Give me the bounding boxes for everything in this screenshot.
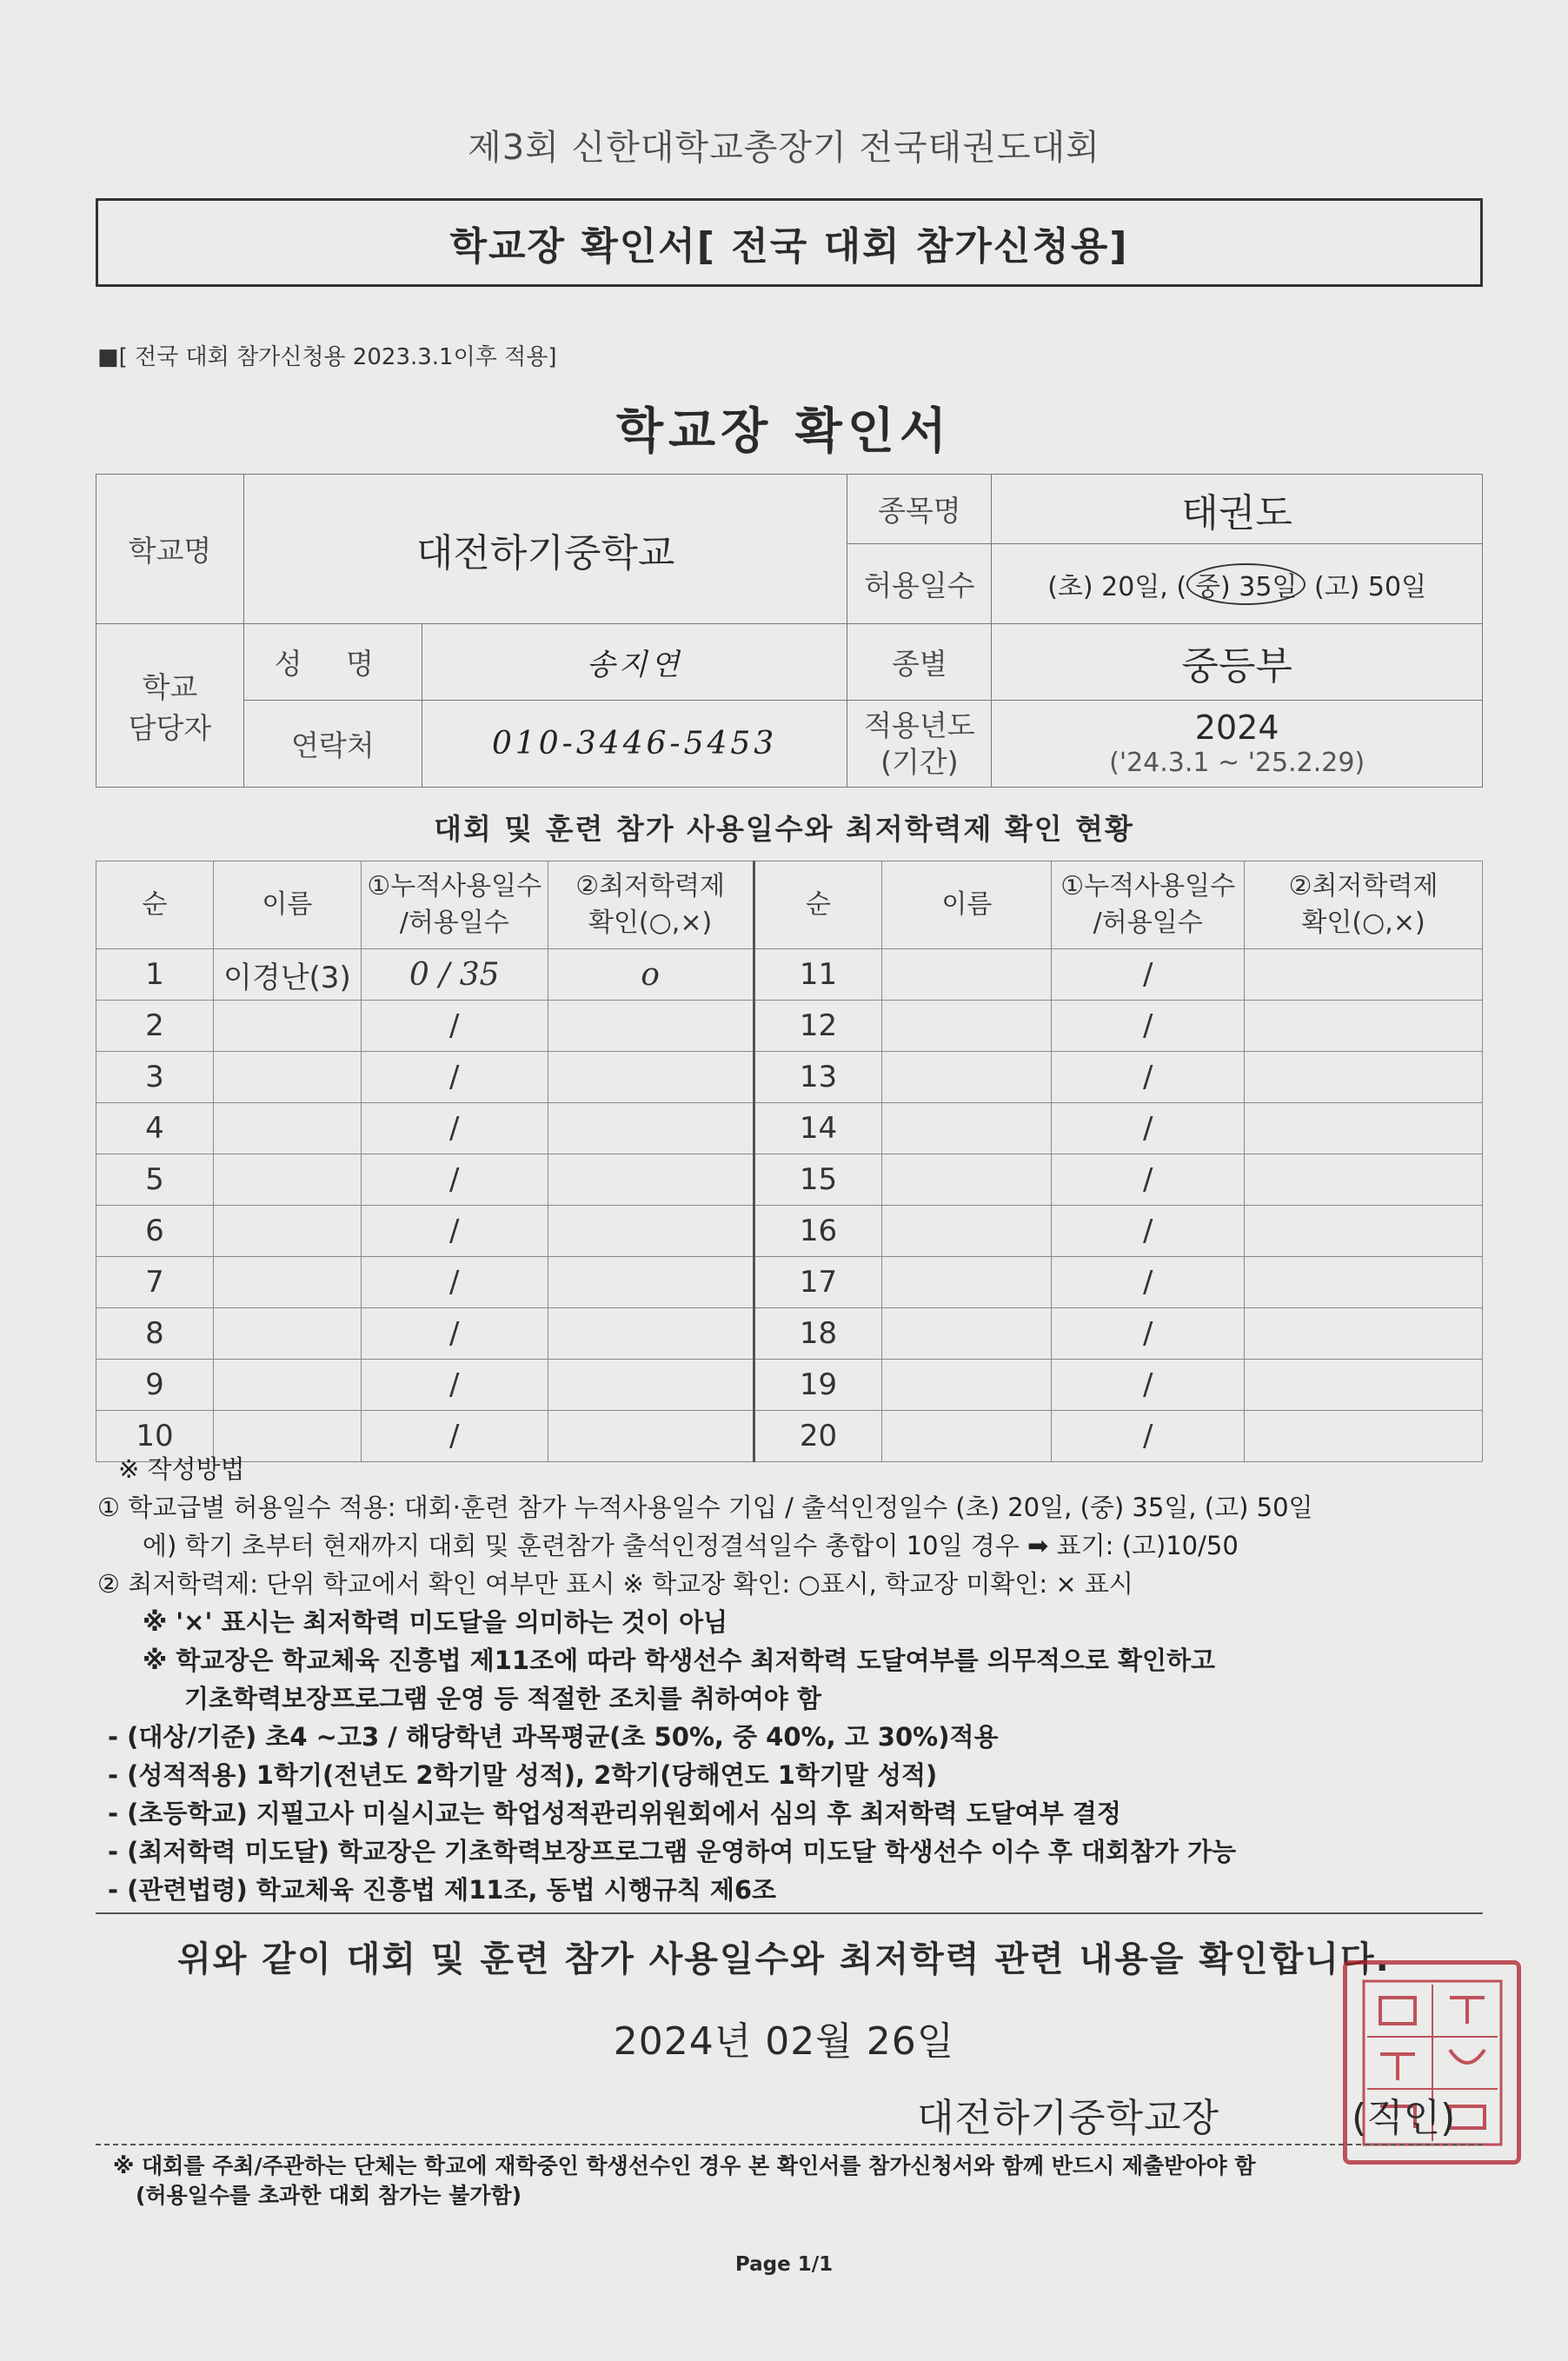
header-name-right: 이름 bbox=[882, 861, 1052, 949]
row-name-right bbox=[882, 1308, 1052, 1360]
row-number: 1 bbox=[96, 949, 214, 1001]
table-row bbox=[96, 1154, 1483, 1206]
divider-top bbox=[96, 1912, 1483, 1914]
row-name bbox=[213, 1257, 361, 1308]
row-name bbox=[213, 1206, 361, 1257]
header-days bbox=[361, 861, 548, 949]
contact-label: 연락처 bbox=[243, 701, 422, 788]
row-name bbox=[213, 1360, 361, 1411]
table-row bbox=[96, 1103, 1483, 1154]
row-days-right: / bbox=[1052, 1052, 1245, 1103]
row-number: 2 bbox=[96, 1001, 214, 1052]
row-academic bbox=[548, 1360, 754, 1411]
page-number: Page 1/1 bbox=[734, 2253, 834, 2276]
instruction-line: - (대상/기준) 초4 ~고3 / 해당학년 과목평균(초 50%, 중 40%, 고 30%)적용 bbox=[108, 1722, 999, 1752]
event-name: 태권도 bbox=[992, 475, 1483, 544]
allowed-days-label: 허용일수 bbox=[847, 544, 992, 624]
row-academic bbox=[548, 1154, 754, 1206]
row-number: 9 bbox=[96, 1360, 214, 1411]
row-name-right bbox=[882, 1103, 1052, 1154]
table-row bbox=[96, 1206, 1483, 1257]
row-number-right: 19 bbox=[754, 1360, 882, 1411]
row-academic bbox=[548, 1001, 754, 1052]
row-days: / bbox=[361, 1154, 548, 1206]
instruction-line: ※ '×' 표시는 최저학력 미도달을 의미하는 것이 아님 bbox=[143, 1607, 728, 1637]
row-academic: o bbox=[548, 949, 754, 1001]
instruction-line: ※ 작성방법 bbox=[118, 1454, 245, 1484]
staff-label-line2: 담당자 bbox=[128, 710, 212, 745]
row-days: / bbox=[361, 1257, 548, 1308]
row-name-right bbox=[882, 1001, 1052, 1052]
header-acad-line1: ②최저학력제 bbox=[575, 871, 725, 901]
row-name-right bbox=[882, 1360, 1052, 1411]
row-number-right: 13 bbox=[754, 1052, 882, 1103]
instruction-line: - (성적적용) 1학기(전년도 2학기말 성적), 2학기(당해연도 1학기말 성적) bbox=[108, 1760, 938, 1790]
row-academic-right bbox=[1245, 1103, 1483, 1154]
instruction-line: - (최저학력 미도달) 학교장은 기초학력보장프로그램 운영하여 미도달 학생선수 이수 후 대회참가 가능 bbox=[108, 1837, 1237, 1866]
row-days: / bbox=[361, 1360, 548, 1411]
row-academic bbox=[548, 1052, 754, 1103]
row-name bbox=[213, 1001, 361, 1052]
name-label: 성 명 bbox=[243, 624, 422, 701]
staff-label bbox=[96, 624, 244, 788]
year-label bbox=[847, 701, 992, 788]
school-name: 대전하기중학교 bbox=[243, 475, 847, 624]
row-days-right: / bbox=[1052, 1103, 1245, 1154]
row-days: 0 / 35 bbox=[361, 949, 548, 1001]
division-value: 중등부 bbox=[992, 624, 1483, 701]
row-days-right: / bbox=[1052, 1001, 1245, 1052]
row-number-right: 18 bbox=[754, 1308, 882, 1360]
confirmation-statement: 위와 같이 대회 및 훈련 참가 사용일수와 최저학력 관련 내용을 확인합니다. bbox=[177, 1939, 1391, 1979]
row-days: / bbox=[361, 1052, 548, 1103]
header-days-line1: ①누적사용일수 bbox=[367, 871, 542, 901]
row-number-right: 16 bbox=[754, 1206, 882, 1257]
table-row bbox=[96, 1308, 1483, 1360]
row-name-right bbox=[882, 949, 1052, 1001]
event-title: 제3회 신한대학교총장기 전국태권도대회 bbox=[468, 128, 1100, 168]
row-days: / bbox=[361, 1001, 548, 1052]
instruction-line: ※ 학교장은 학교체육 진흥법 제11조에 따라 학생선수 최저학력 도달여부를 의무적으로 확인하고 bbox=[143, 1646, 1216, 1675]
row-name bbox=[213, 1052, 361, 1103]
staff-label-line1: 학교 bbox=[142, 669, 198, 704]
header-acad-line2: 확인(○,×) bbox=[588, 908, 713, 938]
row-academic-right bbox=[1245, 1257, 1483, 1308]
school-label: 학교명 bbox=[96, 475, 244, 624]
contact-value: 010-3446-5453 bbox=[422, 701, 847, 788]
row-days-right: / bbox=[1052, 1154, 1245, 1206]
footer-note bbox=[113, 2152, 1504, 2211]
header-no-right: 순 bbox=[754, 861, 882, 949]
allowed-days-post: (고) 50일 bbox=[1306, 571, 1427, 602]
footer-note-line1: ※ 대회를 주최/주관하는 단체는 학교에 재학중인 학생선수인 경우 본 확인서를 참가신청서와 함께 반드시 제출받아야 함 bbox=[113, 2153, 1256, 2178]
row-days-right: / bbox=[1052, 1206, 1245, 1257]
row-number: 3 bbox=[96, 1052, 214, 1103]
row-days-right: / bbox=[1052, 1360, 1245, 1411]
status-table-body bbox=[96, 949, 1483, 1462]
row-academic-right bbox=[1245, 949, 1483, 1001]
row-name-right bbox=[882, 1206, 1052, 1257]
instruction-line: - (관련법령) 학교체육 진흥법 제11조, 동법 시행규칙 제6조 bbox=[108, 1875, 777, 1905]
header-days-line2: /허용일수 bbox=[399, 908, 509, 938]
row-number: 6 bbox=[96, 1206, 214, 1257]
status-table-header bbox=[96, 861, 1483, 949]
header-days-right-line2: /허용일수 bbox=[1093, 908, 1203, 938]
form-title-box bbox=[96, 198, 1483, 287]
row-academic bbox=[548, 1308, 754, 1360]
header-days-right-line1: ①누적사용일수 bbox=[1060, 871, 1236, 901]
header-name: 이름 bbox=[213, 861, 361, 949]
applicability-note: ■[ 전국 대회 참가신청용 2023.3.1이후 적용] bbox=[97, 344, 557, 370]
row-days-right: / bbox=[1052, 1308, 1245, 1360]
instructions bbox=[97, 1450, 1488, 1909]
year-label-line2: (기간) bbox=[880, 744, 959, 779]
row-number: 8 bbox=[96, 1308, 214, 1360]
row-name-right bbox=[882, 1257, 1052, 1308]
row-number: 10 bbox=[96, 1411, 214, 1462]
status-table bbox=[96, 861, 1483, 1462]
row-days-right: / bbox=[1052, 949, 1245, 1001]
row-number-right: 14 bbox=[754, 1103, 882, 1154]
instruction-line: 기초학력보장프로그램 운영 등 적절한 조치를 취하여야 함 bbox=[184, 1684, 821, 1713]
row-academic-right bbox=[1245, 1360, 1483, 1411]
year-label-line1: 적용년도 bbox=[864, 708, 975, 743]
header-acad-right-line2: 확인(○,×) bbox=[1301, 908, 1425, 938]
header-academic-right bbox=[1245, 861, 1483, 949]
row-academic-right bbox=[1245, 1206, 1483, 1257]
issue-date: 2024년 02월 26일 bbox=[613, 2019, 955, 2064]
principal-name: 대전하기중학교장 bbox=[917, 2096, 1220, 2140]
divider-bottom bbox=[96, 2144, 1483, 2145]
row-number-right: 15 bbox=[754, 1154, 882, 1206]
row-number: 5 bbox=[96, 1154, 214, 1206]
row-academic bbox=[548, 1103, 754, 1154]
header-acad-right-line1: ②최저학력제 bbox=[1288, 871, 1438, 901]
row-number: 4 bbox=[96, 1103, 214, 1154]
row-academic bbox=[548, 1206, 754, 1257]
year-cell bbox=[992, 701, 1483, 788]
table-row bbox=[96, 1257, 1483, 1308]
seal-mark-label: (직인) bbox=[1352, 2096, 1456, 2140]
allowed-days-pre: (초) 20일, ( bbox=[1047, 571, 1187, 602]
division-label: 종별 bbox=[847, 624, 992, 701]
row-academic-right bbox=[1245, 1001, 1483, 1052]
header-no: 순 bbox=[96, 861, 214, 949]
row-days: / bbox=[361, 1103, 548, 1154]
row-days-right: / bbox=[1052, 1257, 1245, 1308]
header-academic bbox=[548, 861, 754, 949]
table-row bbox=[96, 1001, 1483, 1052]
row-academic-right bbox=[1245, 1052, 1483, 1103]
staff-name: 송지연 bbox=[422, 624, 847, 701]
row-name: 이경난(3) bbox=[213, 949, 361, 1001]
row-number-right: 17 bbox=[754, 1257, 882, 1308]
row-name bbox=[213, 1154, 361, 1206]
instruction-line: ① 학교급별 허용일수 적용: 대회·훈련 참가 누적사용일수 기입 / 출석인정일수 (초) 20일, (중) 35일, (고) 50일 bbox=[97, 1493, 1313, 1522]
row-days: / bbox=[361, 1206, 548, 1257]
instruction-line: ② 최저학력제: 단위 학교에서 확인 여부만 표시 ※ 학교장 확인: ○표시, 학교장 미확인: × 표시 bbox=[97, 1569, 1133, 1599]
row-name-right bbox=[882, 1052, 1052, 1103]
header-days-right bbox=[1052, 861, 1245, 949]
table-row bbox=[96, 1052, 1483, 1103]
row-days-right: / bbox=[1052, 1411, 1245, 1462]
instruction-line: 에) 학기 초부터 현재까지 대회 및 훈련참가 출석인정결석일수 총합이 10일 경우 ➡ 표기: (고)10/50 bbox=[143, 1531, 1239, 1560]
status-title: 대회 및 훈련 참가 사용일수와 최저학력제 확인 현황 bbox=[434, 812, 1134, 846]
form-title: 학교장 확인서[ 전국 대회 참가신청용] bbox=[449, 224, 1129, 269]
row-number-right: 20 bbox=[754, 1411, 882, 1462]
instruction-line: - (초등학교) 지필고사 미실시교는 학업성적관리위원회에서 심의 후 최저학력 도달여부 결정 bbox=[108, 1799, 1121, 1828]
year-value: 2024 bbox=[1194, 708, 1279, 747]
allowed-days-circled: 중) 35일 bbox=[1186, 563, 1306, 605]
row-number: 7 bbox=[96, 1257, 214, 1308]
row-number-right: 11 bbox=[754, 949, 882, 1001]
allowed-days-value bbox=[992, 544, 1483, 624]
footer-note-line2: (허용일수를 초과한 대회 참가는 불가함) bbox=[136, 2183, 522, 2208]
table-row bbox=[96, 949, 1483, 1001]
row-academic-right bbox=[1245, 1308, 1483, 1360]
row-name bbox=[213, 1103, 361, 1154]
document-heading: 학교장 확인서 bbox=[615, 403, 953, 460]
event-label: 종목명 bbox=[847, 475, 992, 544]
row-academic bbox=[548, 1257, 754, 1308]
row-number-right: 12 bbox=[754, 1001, 882, 1052]
table-row bbox=[96, 1360, 1483, 1411]
row-days: / bbox=[361, 1308, 548, 1360]
year-period: ('24.3.1 ~ '25.2.29) bbox=[1109, 748, 1365, 779]
info-table bbox=[96, 474, 1483, 788]
row-name-right bbox=[882, 1154, 1052, 1206]
row-academic-right bbox=[1245, 1154, 1483, 1206]
row-days: / bbox=[361, 1411, 548, 1462]
row-name bbox=[213, 1308, 361, 1360]
